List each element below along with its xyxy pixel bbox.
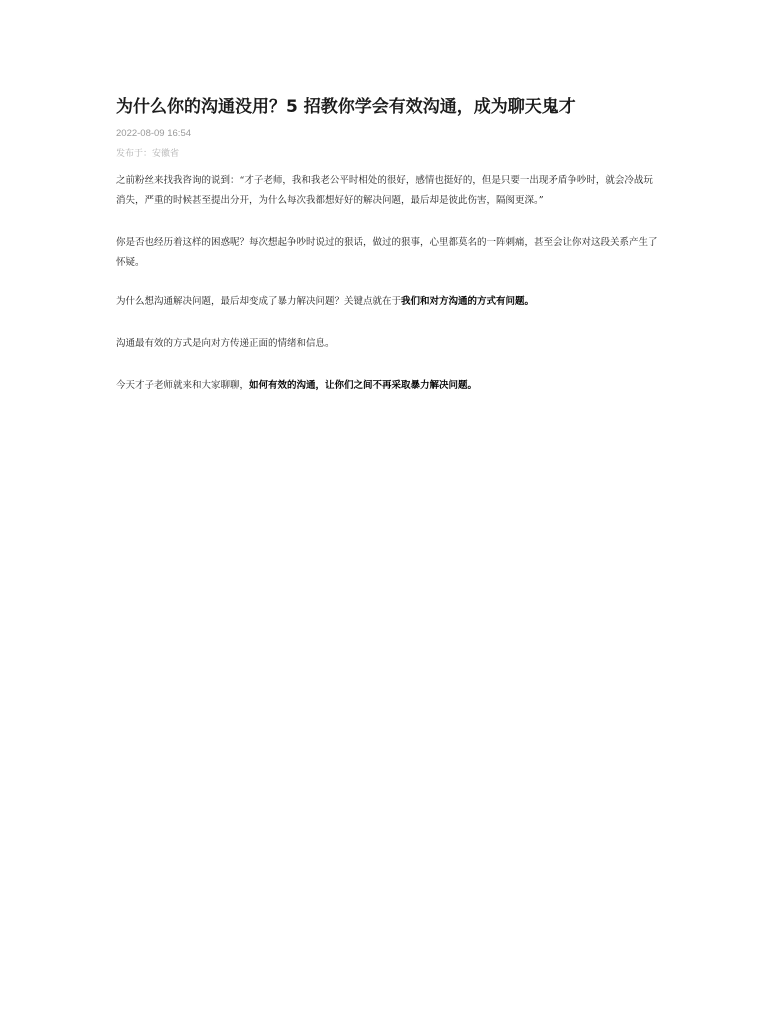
paragraph-key-point bbox=[116, 292, 661, 312]
paragraph-key-point-emphasis: 我们和对方沟通的方式有问题。 bbox=[401, 296, 535, 307]
paragraph-question: 你是否也经历着这样的困惑呢？每次想起争吵时说过的狠话，做过的狠事，心里都莫名的一阵刺痛，甚至会让你对这段关系产生了怀疑。 bbox=[116, 237, 658, 268]
paragraph-today-text: 今天才子老师就来和大家聊聊， bbox=[116, 380, 250, 391]
article-title: 为什么你的沟通没用？5 招教你学会有效沟通，成为聊天鬼才 bbox=[116, 97, 576, 117]
paragraph-effective-way: 沟通最有效的方式是向对方传递正面的情绪和信息。 bbox=[116, 338, 335, 349]
paragraph-today-emphasis: 如何有效的沟通，让你们之间不再采取暴力解决问题。 bbox=[249, 380, 478, 391]
paragraph-today bbox=[116, 376, 661, 396]
publish-location: 发布于：安徽省 bbox=[116, 149, 180, 159]
paragraph-key-point-text: 为什么想沟通解决问题，最后却变成了暴力解决问题？关键点就在于 bbox=[116, 296, 402, 307]
paragraph-intro: 之前粉丝来找我咨询的说到：“才子老师，我和我老公平时相处的很好，感情也挺好的，但是只要一出现矛盾争吵时，就会冷战玩消失，严重的时候甚至提出分开，为什么每次我都想好好的解决问题，最后却是彼此伤害，隔阂更深。” bbox=[116, 175, 653, 206]
publish-date: 2022-08-09 16:54 bbox=[116, 128, 192, 139]
